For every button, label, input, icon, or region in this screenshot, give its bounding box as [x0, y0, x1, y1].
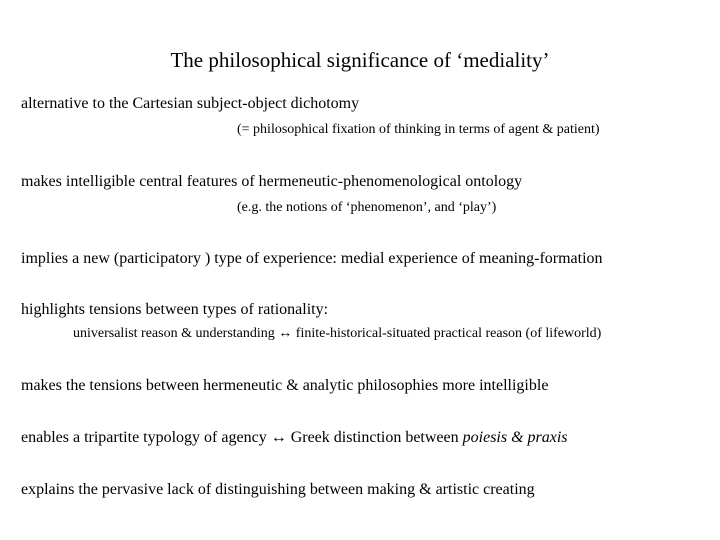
point-ontology-note: (e.g. the notions of ‘phenomenon’, and ‘play’) — [237, 200, 497, 215]
point-making-creating: explains the pervasive lack of distinguishing between making & artistic creating — [21, 481, 535, 498]
point-ontology: makes intelligible central features of hermeneutic-phenomenological ontology — [21, 173, 523, 190]
point-agency-typology — [21, 430, 568, 446]
poiesis-praxis-emphasis: poiesis & praxis — [462, 429, 568, 446]
point-rationality-tensions: highlights tensions between types of rationality: — [21, 301, 329, 318]
point-hermeneutic-analytic: makes the tensions between hermeneutic & analytic philosophies more intelligible — [21, 377, 549, 394]
point-rationality-note: universalist reason & understanding ↔ finite-historical-situated practical reason (of lifeworld) — [73, 326, 602, 341]
point-cartesian-note: (= philosophical fixation of thinking in terms of agent & patient) — [237, 122, 600, 137]
slide-title: The philosophical significance of ‘mediality’ — [170, 48, 550, 72]
point-agency-text: enables a tripartite typology of agency ↔ Greek distinction between — [21, 429, 463, 446]
point-participatory-experience: implies a new (participatory ) type of experience: medial experience of meaning-formation — [21, 250, 603, 267]
point-cartesian-alternative: alternative to the Cartesian subject-object dichotomy — [21, 95, 360, 112]
